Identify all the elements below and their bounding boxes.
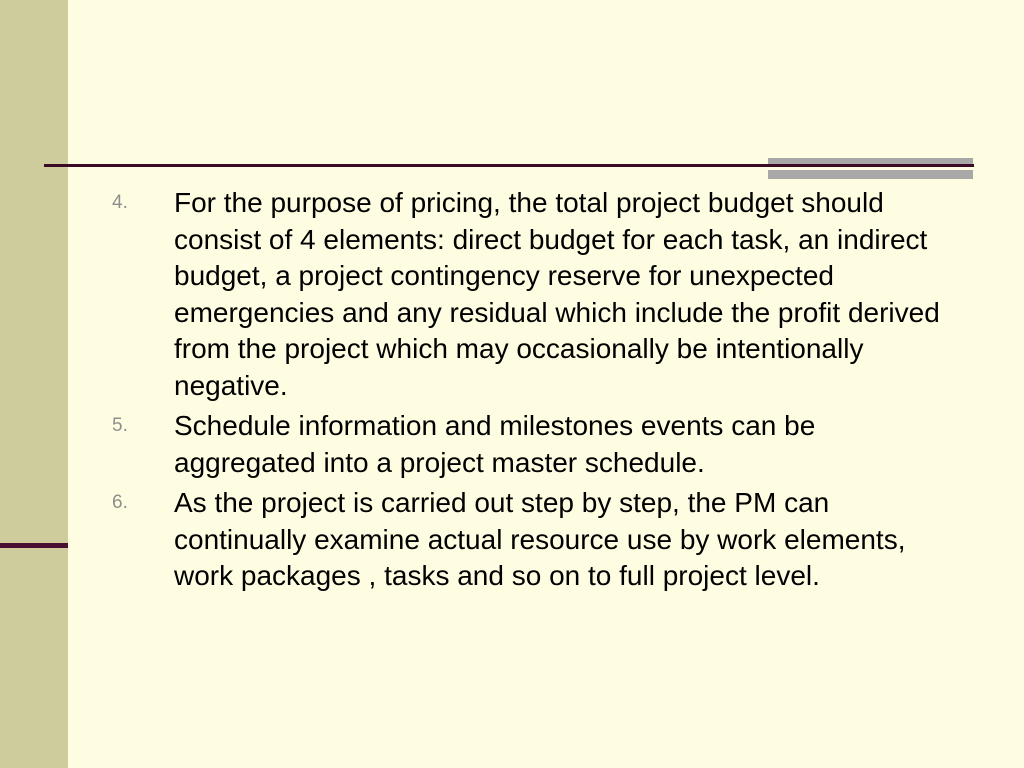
right-decorative-bar-bottom (768, 170, 973, 179)
slide-body (110, 185, 970, 599)
left-decorative-bar (0, 0, 68, 768)
list-item-number: 6. (112, 492, 128, 513)
list-item (110, 408, 970, 481)
list-item-number: 4. (112, 192, 128, 213)
title-divider-line (44, 164, 974, 167)
list-item (110, 185, 970, 404)
list-item (110, 485, 970, 595)
list-item-text: As the project is carried out step by step, the PM can continually examine actual resource use by work elements, work packages , tasks and so on to full project level. (174, 487, 906, 591)
left-accent-line (0, 543, 68, 548)
right-decorative-bar-top (768, 158, 973, 164)
list-item-text: For the purpose of pricing, the total project budget should consist of 4 elements: direct budget for each task, an indirect budget, a project contingency reserve for unexpected emergencies and any residual which include the profit derived from the project which may occasionally be intentionally negative. (174, 187, 940, 401)
list-item-text: Schedule information and milestones events can be aggregated into a project master schedule. (174, 410, 816, 478)
list-item-number: 5. (112, 415, 128, 436)
